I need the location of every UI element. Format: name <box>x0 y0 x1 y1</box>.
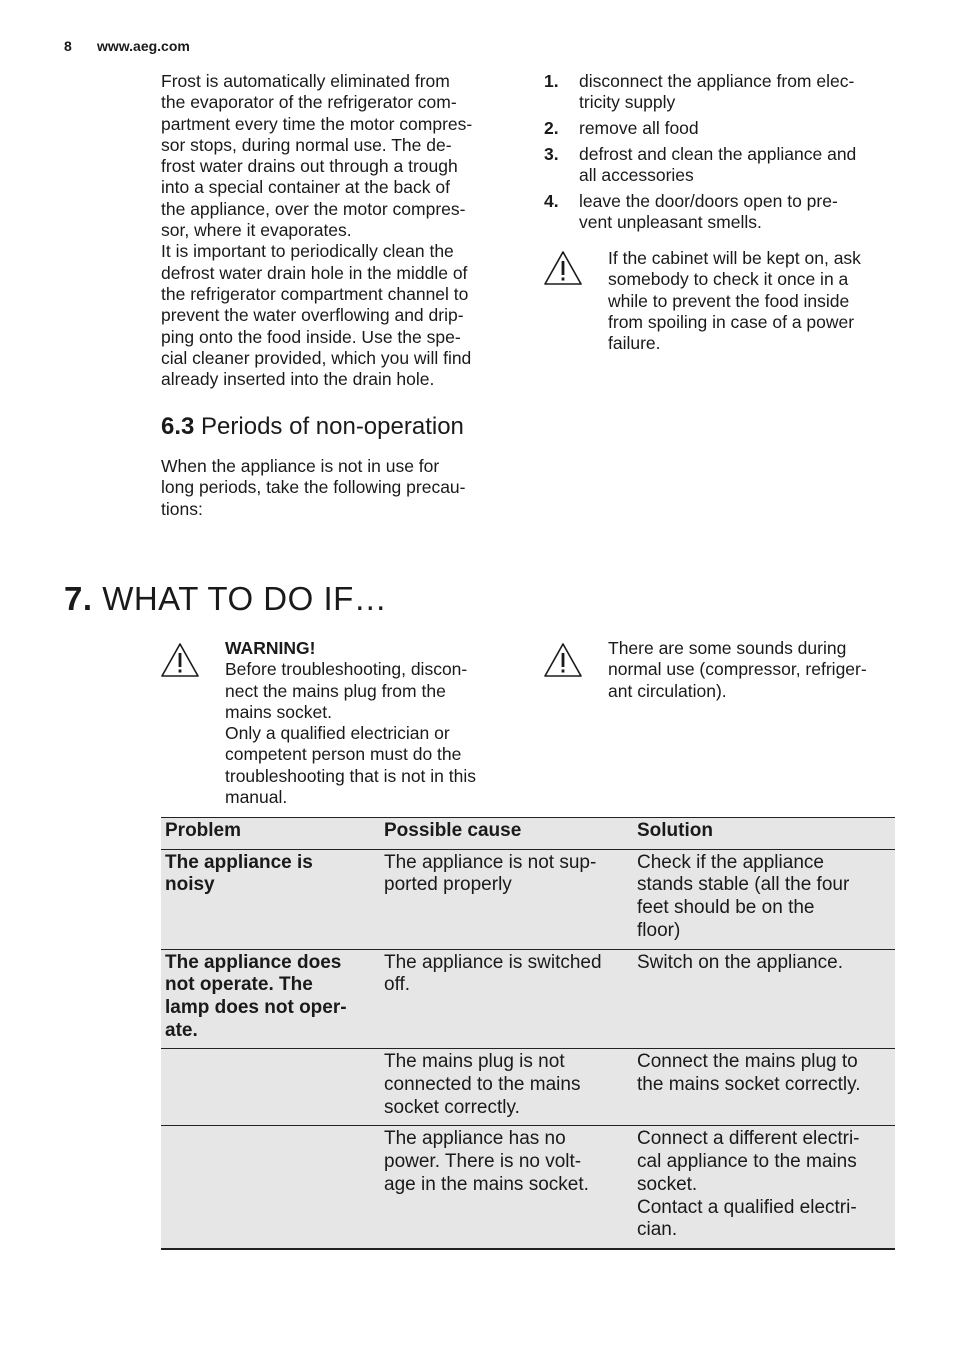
table-row <box>161 1049 895 1126</box>
troubleshooting-table <box>161 817 895 1250</box>
solution-cell: Switch on the appliance. <box>637 951 843 973</box>
step-number: 4. <box>544 190 559 211</box>
warning-triangle-icon <box>543 642 583 678</box>
cause-cell: The mains plug is not connected to the mains socket correctly. <box>384 1051 581 1118</box>
list-item <box>544 191 894 234</box>
problem-cell <box>161 1049 380 1126</box>
warning-label: WARNING! <box>225 638 316 658</box>
warning-triangle-icon <box>543 250 583 286</box>
sounds-note: There are some sounds during normal use (compressor, refriger- ant circulation). <box>608 638 867 701</box>
section-6-3-title: Periods of non-operation <box>201 413 464 440</box>
list-item <box>544 144 894 187</box>
table-row <box>161 849 895 949</box>
column-header-cause: Possible cause <box>384 820 522 841</box>
warning-text: Before troubleshooting, discon- nect the mains plug from the mains socket. Only a qualified electrician or competent person must do the troubleshooting that is not in this manual. <box>225 659 476 808</box>
table-row <box>161 949 895 1049</box>
cause-cell: The appliance is switched off. <box>384 951 602 996</box>
column-header-solution: Solution <box>637 820 713 841</box>
solution-cell: Connect the mains plug to the mains socket correctly. <box>637 1051 861 1096</box>
step-text: leave the door/doors open to pre- vent unpleasant smells. <box>579 190 838 233</box>
section-7-heading <box>64 580 387 618</box>
solution-cell: Connect a different electri- cal appliance to the mains socket. Contact a qualified electri- cian. <box>637 1128 860 1241</box>
step-text: disconnect the appliance from elec- tricity supply <box>579 71 855 113</box>
step-number: 1. <box>544 71 559 91</box>
table-header-row <box>161 818 895 850</box>
list-item <box>544 71 894 114</box>
section-6-3-text: When the appliance is not in use for long periods, take the following precau- tions: <box>161 456 466 519</box>
section-7-title: WHAT TO DO IF… <box>102 580 388 617</box>
non-operation-steps <box>544 71 894 238</box>
section-7-number: 7. <box>64 580 93 617</box>
cause-cell: The appliance has no power. There is no volt- age in the mains socket. <box>384 1128 589 1195</box>
step-number: 2. <box>544 118 559 139</box>
warning-block <box>225 638 525 808</box>
cabinet-note: If the cabinet will be kept on, ask somebody to check it once in a while to prevent the food inside from spoiling in case of a power failure. <box>608 248 861 354</box>
page-number: 8 <box>64 38 72 54</box>
problem-cell: The appliance is noisy <box>165 851 313 896</box>
defrost-paragraph: Frost is automatically eliminated from the evaporator of the refrigerator com- partment every time the motor compres- sor stops, during normal use. The de- frost water drains out through a trough into a special container at the back of the appliance, over the motor compres- sor, where it evaporates. It is important to periodically clean the defrost water drain hole in the middle of the refrigerator compartment channel to prevent the water overflowing and drip- ping onto the food inside. Use the spe- cial cleaner provided, which you will find already inserted into the drain hole. <box>161 71 473 390</box>
warning-triangle-icon <box>160 642 200 678</box>
table-row <box>161 1126 895 1249</box>
column-header-problem: Problem <box>165 820 242 841</box>
section-6-3-heading <box>161 413 464 441</box>
step-text: remove all food <box>579 118 699 139</box>
problem-cell <box>161 1126 380 1249</box>
website-url: www.aeg.com <box>97 38 190 54</box>
solution-cell: Check if the appliance stands stable (all the four feet should be on the floor) <box>637 851 850 941</box>
step-text: defrost and clean the appliance and all accessories <box>579 143 857 186</box>
section-6-3-number: 6.3 <box>161 413 195 440</box>
problem-cell: The appliance does not operate. The lamp does not oper- ate. <box>165 951 347 1041</box>
list-item <box>544 118 894 139</box>
step-number: 3. <box>544 143 559 164</box>
cause-cell: The appliance is not sup- ported properly <box>384 851 597 896</box>
